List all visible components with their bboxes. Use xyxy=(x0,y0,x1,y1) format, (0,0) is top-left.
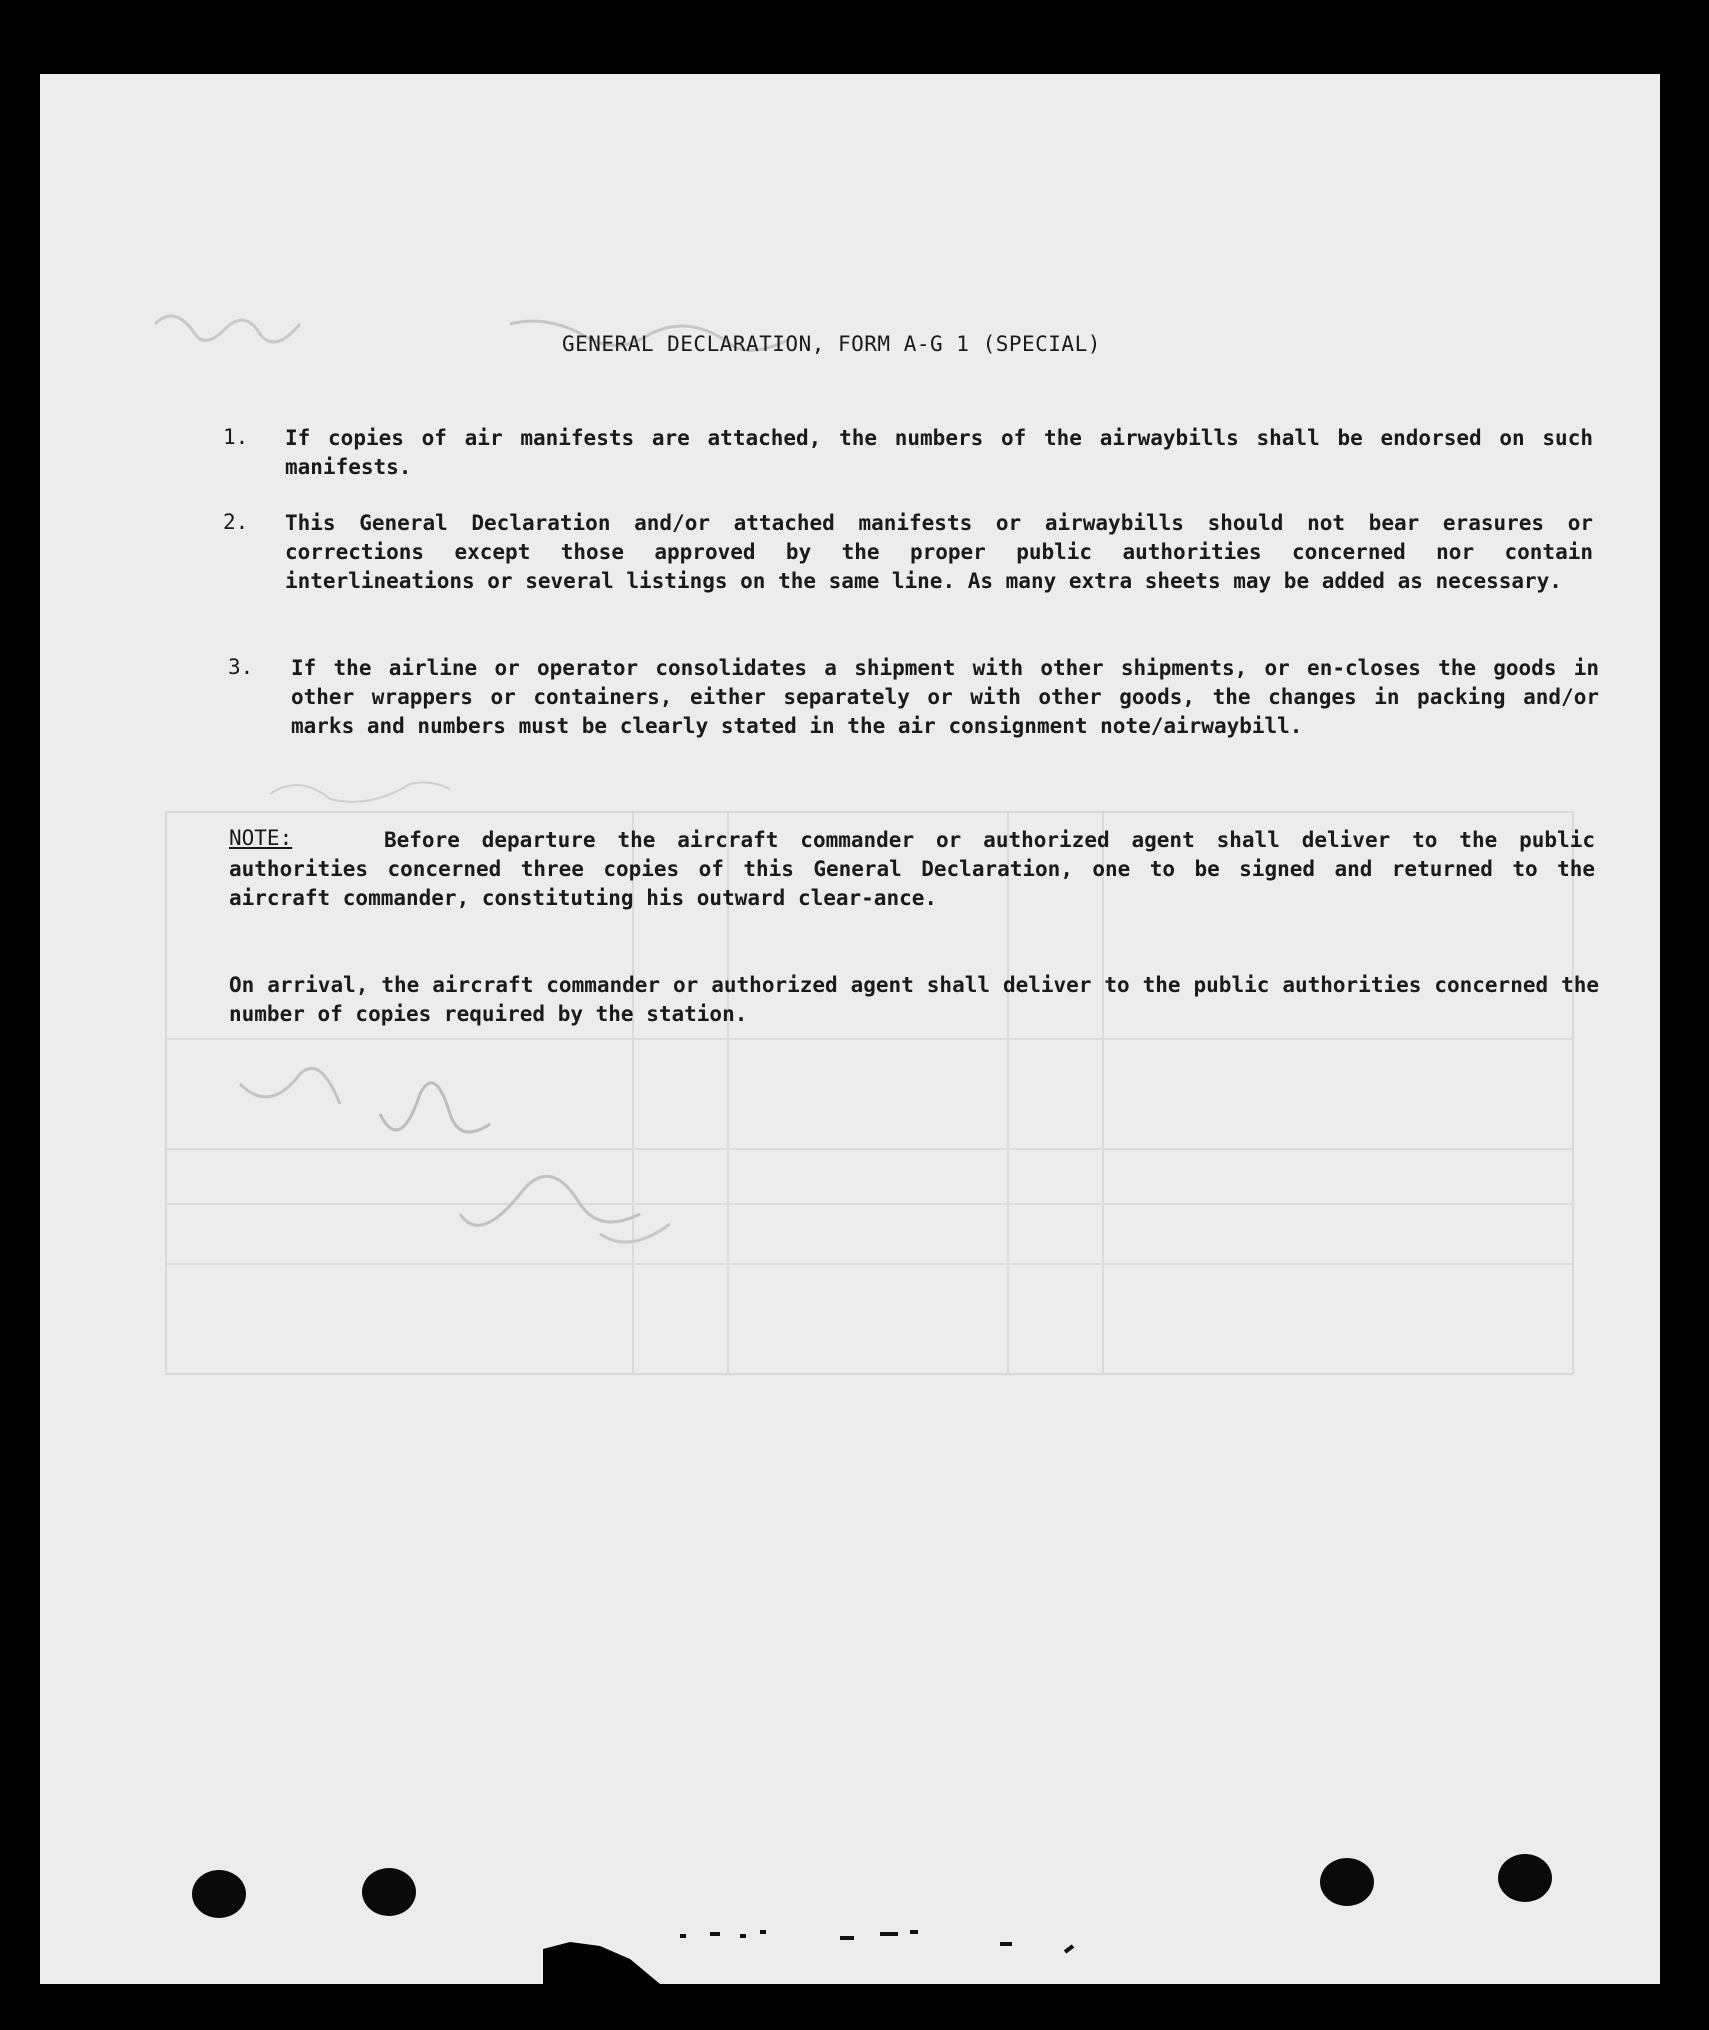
document-page xyxy=(40,74,1660,1984)
instruction-item: This General Declaration and/or attached manifests or airwaybills should not bear erasures or corrections except those approved by the proper public authorities concerned nor contain interlineations or several listings on the same line. As many extra sheets may be added as necessary. xyxy=(285,511,1593,593)
item-number: 2. xyxy=(223,510,249,534)
item-number: 3. xyxy=(228,655,254,679)
note-label: NOTE: xyxy=(229,826,293,850)
instruction-item: If copies of air manifests are attached, the numbers of the airwaybills shall be endorsed on such manifests. xyxy=(285,426,1593,479)
arrival-text: On arrival, the aircraft commander or authorized agent shall deliver to the public authorities concerned the number of copies required by the station. xyxy=(229,973,1599,1026)
instruction-item: If the airline or operator consolidates a shipment with other shipments, or en-closes the goods in other wrappers or containers, either separately or with other goods, the changes in packing and/or marks and numbers must be clearly stated in the air consignment note/airwaybill. xyxy=(291,656,1599,738)
note-text: Before departure the aircraft commander or authorized agent shall deliver to the public authorities concerned three copies of this General Declaration, one to be signed and returned to the aircraft commander, constituting his outward clear-ance. xyxy=(229,828,1595,910)
item-number: 1. xyxy=(223,425,249,449)
torn-edge xyxy=(40,74,1660,1984)
form-title: GENERAL DECLARATION, FORM A-G 1 (SPECIAL) xyxy=(562,332,1101,356)
